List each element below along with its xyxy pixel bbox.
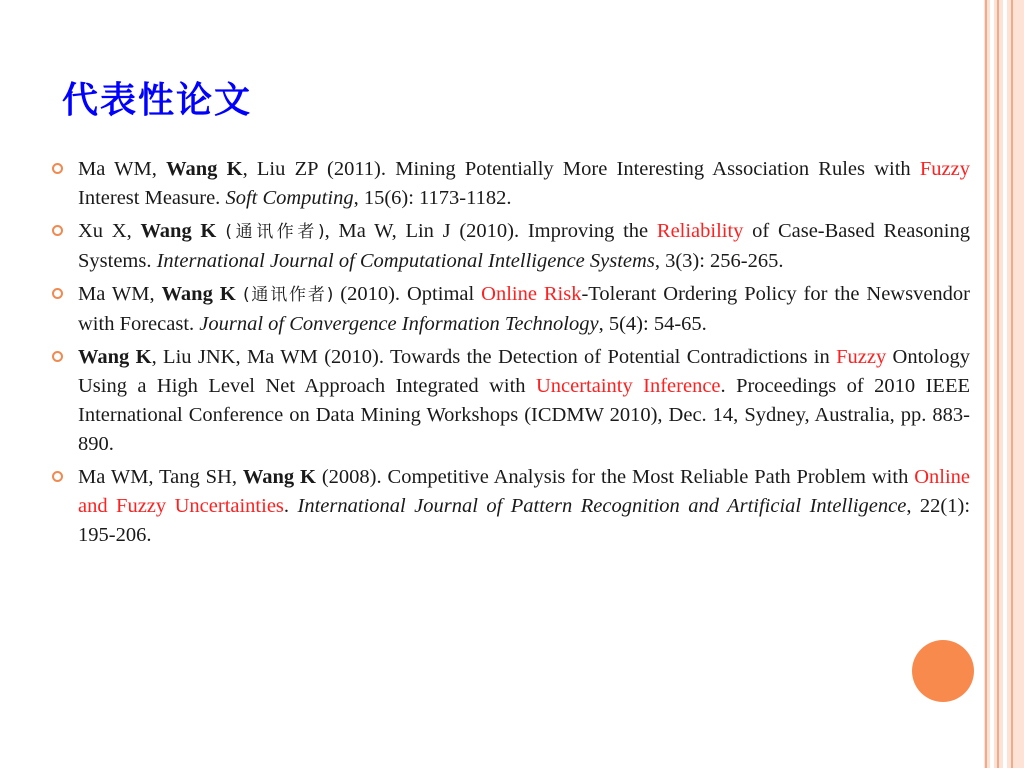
ref-authors: Xu X, bbox=[78, 220, 141, 242]
ref-highlight: Fuzzy bbox=[919, 158, 970, 180]
ref-venue: Journal of Convergence Information Technology bbox=[199, 313, 599, 335]
bullet-icon bbox=[52, 471, 63, 482]
bullet-icon bbox=[52, 225, 63, 236]
ref-authors: Ma WM, bbox=[78, 158, 167, 180]
bullet-icon bbox=[52, 288, 63, 299]
ref-text: Ontology Using a High Level Net Approach Integrated with bbox=[78, 346, 971, 397]
ref-text: , Liu JNK, Ma WM (2010). Towards the Detection of Potential Contradictions in bbox=[151, 346, 837, 368]
ref-text: -Tolerant Ordering Policy for the Newsvendor with Forecast. bbox=[78, 283, 970, 335]
ref-text: (2008). Competitive Analysis for the Most Reliable Path Problem with bbox=[315, 466, 915, 488]
ref-text: , Liu ZP (2011). Mining Potentially More Interesting Association Rules with bbox=[242, 158, 920, 180]
ref-bold-author: Wang K bbox=[140, 220, 217, 242]
decorative-stripe-gap bbox=[1003, 0, 1007, 768]
bullet-icon bbox=[52, 163, 63, 174]
ref-text: of Case-Based Reasoning Systems. bbox=[78, 220, 970, 272]
ref-highlight: Fuzzy bbox=[836, 346, 887, 368]
ref-authors: Ma WM, bbox=[78, 283, 162, 305]
ref-text: (2010). Optimal bbox=[333, 283, 482, 305]
ref-tail: , 15(6): 1173-1182. bbox=[353, 187, 512, 209]
ref-highlight: Reliability bbox=[656, 220, 744, 242]
bullet-icon bbox=[52, 351, 63, 362]
decorative-circle bbox=[912, 640, 974, 702]
ref-corresponding-note: (通讯作者) bbox=[235, 285, 334, 305]
reference-item bbox=[52, 463, 970, 550]
ref-highlight: Online Risk bbox=[481, 283, 582, 305]
ref-text: Interest Measure. bbox=[78, 187, 226, 209]
ref-venue: International Journal of Computational Intelligence Systems bbox=[156, 250, 655, 272]
decorative-stripe-line bbox=[997, 0, 999, 768]
ref-bold-author: Wang K bbox=[242, 466, 316, 488]
reference-item bbox=[52, 155, 970, 213]
reference-item bbox=[52, 217, 970, 276]
ref-highlight: Uncertainty Inference bbox=[535, 375, 721, 397]
ref-text: , Ma W, Lin J (2010). Improving the bbox=[324, 220, 657, 242]
ref-venue: International Journal of Pattern Recognition and Artificial Intelligence bbox=[297, 495, 907, 517]
decorative-stripe-line bbox=[985, 0, 987, 768]
ref-tail: , 5(4): 54-65. bbox=[598, 313, 707, 335]
ref-bold-author: Wang K bbox=[166, 158, 243, 180]
ref-text: . bbox=[283, 495, 298, 517]
ref-tail: , 3(3): 256-265. bbox=[654, 250, 784, 272]
reference-item bbox=[52, 343, 970, 459]
ref-bold-author: Wang K bbox=[161, 283, 236, 305]
ref-highlight: Online and Fuzzy Uncertainties bbox=[78, 466, 971, 517]
ref-corresponding-note: (通讯作者) bbox=[216, 222, 325, 242]
reference-list bbox=[52, 155, 970, 554]
ref-tail: . Proceedings of 2010 IEEE International Conference on Data Mining Workshops (ICDMW 2010), Dec. 14, Sydney, Australia, pp. 883-890. bbox=[78, 375, 970, 455]
reference-item bbox=[52, 280, 970, 339]
decorative-stripe-line bbox=[1011, 0, 1013, 768]
decorative-stripe-gap bbox=[990, 0, 994, 768]
ref-venue: Soft Computing bbox=[225, 187, 354, 209]
ref-bold-author: Wang K bbox=[78, 346, 152, 368]
ref-authors: Ma WM, Tang SH, bbox=[78, 466, 243, 488]
ref-tail: , 22(1): 195-206. bbox=[78, 495, 971, 546]
slide-title: 代表性论文 bbox=[62, 80, 253, 121]
